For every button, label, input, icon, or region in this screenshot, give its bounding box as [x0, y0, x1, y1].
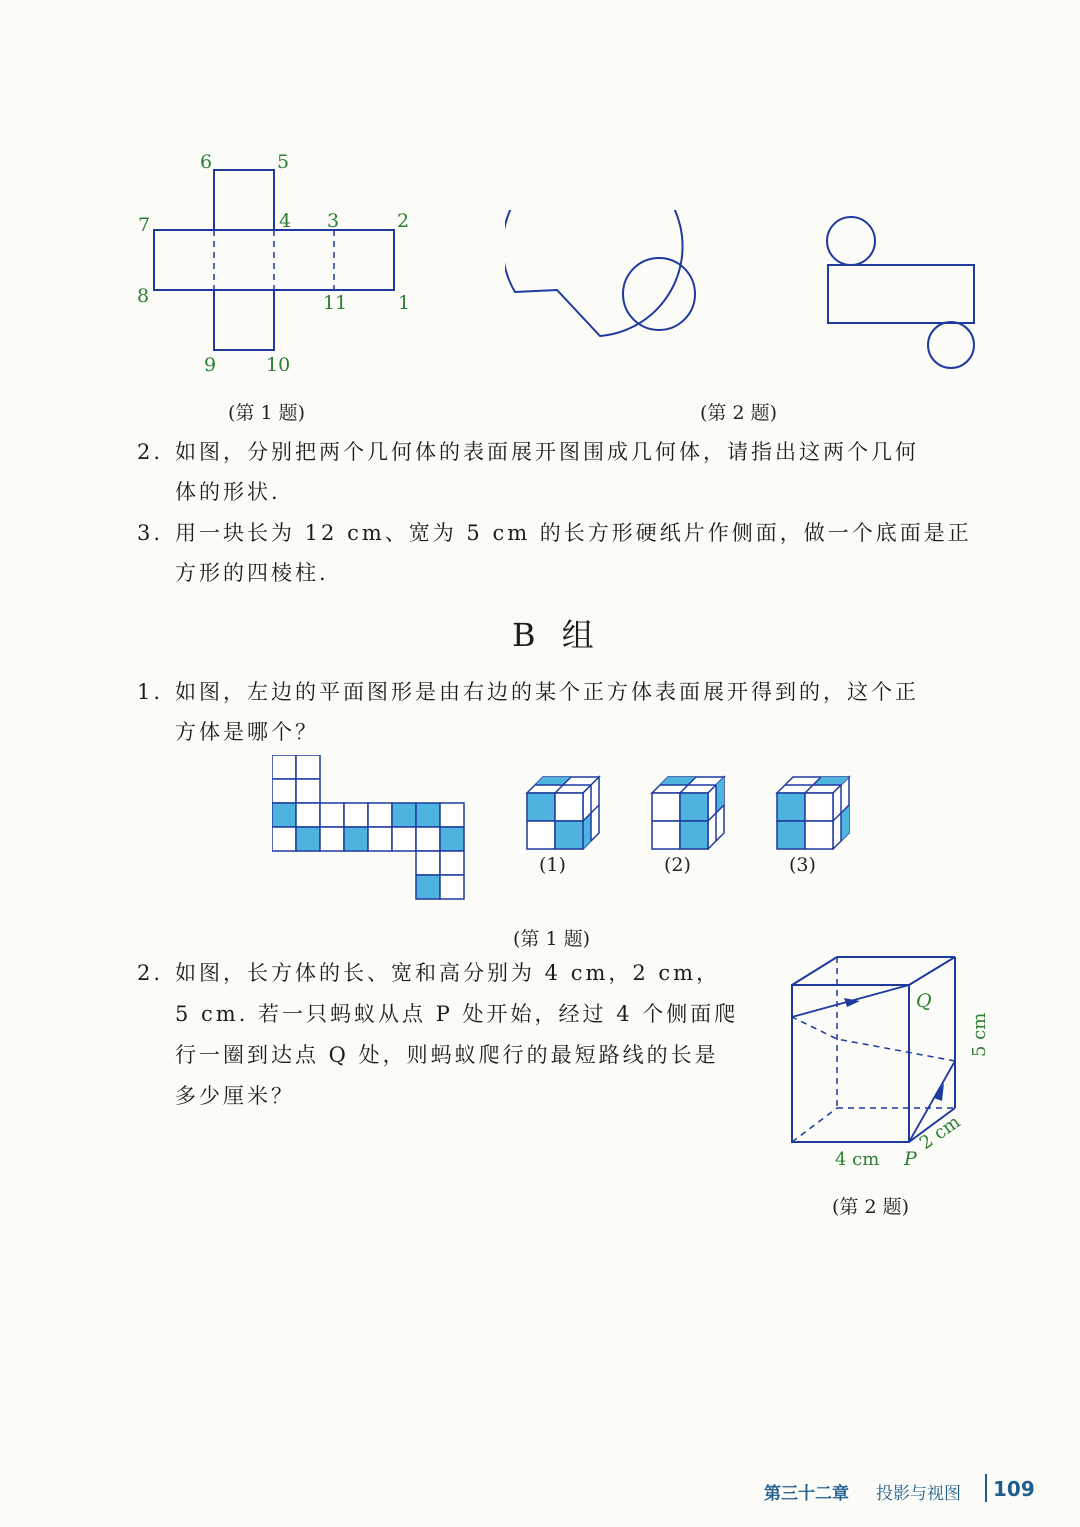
- group-b-figure2-caption: (第 2 题): [832, 1196, 909, 1218]
- vertex-label: 7: [138, 214, 151, 236]
- problem-text-line: 用一块长为 12 cm、宽为 5 cm 的长方形硬纸片作侧面，做一个底面是正: [175, 521, 972, 545]
- problem-text-line: 方体是哪个？: [175, 720, 319, 744]
- cube-label-3: (3): [789, 854, 816, 876]
- problem-text-line: 如图，分别把两个几何体的表面展开图围成几何体，请指出这两个几何: [175, 440, 919, 464]
- problem-number: 2.: [137, 440, 164, 464]
- vertex-label: 2: [397, 210, 410, 232]
- problem-text-line: 如图，长方体的长、宽和高分别为 4 cm，2 cm，: [175, 961, 721, 985]
- point-q-label: Q: [916, 990, 932, 1012]
- length-label: 4 cm: [835, 1149, 880, 1170]
- cube-options: [525, 775, 855, 850]
- problem-text-line: 5 cm. 若一只蚂蚁从点 P 处开始，经过 4 个侧面爬: [175, 1002, 739, 1026]
- problem-text-line: 方形的四棱柱.: [175, 561, 329, 585]
- problem-text-line: 行一圈到达点 Q 处，则蚂蚁爬行的最短路线的长是: [175, 1043, 719, 1067]
- width-label: 2 cm: [915, 1111, 965, 1155]
- vertex-label: 8: [137, 285, 150, 307]
- vertex-label: 5: [277, 151, 290, 173]
- vertex-label: 9: [204, 354, 217, 376]
- cube-label-1: (1): [539, 854, 566, 876]
- figure1-caption: (第 1 题): [228, 402, 305, 424]
- cube-net-grid: [272, 755, 467, 900]
- problem-number: 3.: [137, 521, 164, 545]
- problem-number: 2.: [137, 961, 164, 985]
- vertex-label: 4: [279, 210, 292, 232]
- problem-a2: [137, 432, 1017, 512]
- group-b-title: B 组: [512, 616, 602, 654]
- footer-chapter: 第三十二章: [764, 1484, 849, 1504]
- vertex-label: 6: [200, 151, 213, 173]
- vertex-label: 1: [398, 292, 411, 314]
- vertex-label: 3: [327, 210, 340, 232]
- vertex-label: 11: [323, 292, 348, 314]
- figure2-caption: (第 2 题): [700, 402, 777, 424]
- point-p-label: P: [904, 1148, 917, 1170]
- figure2-nets: [505, 210, 985, 380]
- problem-text-line: 如图，左边的平面图形是由右边的某个正方体表面展开得到的，这个正: [175, 680, 919, 704]
- cube-option-3: [777, 777, 849, 849]
- footer-divider: [985, 1474, 987, 1502]
- cube-option-1: [527, 777, 599, 849]
- problem-number: 1.: [137, 680, 164, 704]
- problem-text-line: 多少厘米？: [175, 1084, 295, 1108]
- footer-title: 投影与视图: [876, 1484, 961, 1504]
- figure1-cube-net: [130, 145, 430, 380]
- cuboid-figure: [780, 945, 1000, 1175]
- problem-text-line: 体的形状.: [175, 480, 281, 504]
- height-label: 5 cm: [969, 1012, 990, 1057]
- problem-a3: [137, 513, 1017, 593]
- footer-page-number: 109: [993, 1477, 1035, 1501]
- group-b-figure1-caption: (第 1 题): [513, 928, 590, 950]
- cube-label-2: (2): [664, 854, 691, 876]
- problem-b1: [137, 672, 1017, 752]
- vertex-label: 10: [266, 354, 291, 376]
- cube-option-2: [652, 777, 724, 849]
- problem-b2: [137, 953, 777, 1117]
